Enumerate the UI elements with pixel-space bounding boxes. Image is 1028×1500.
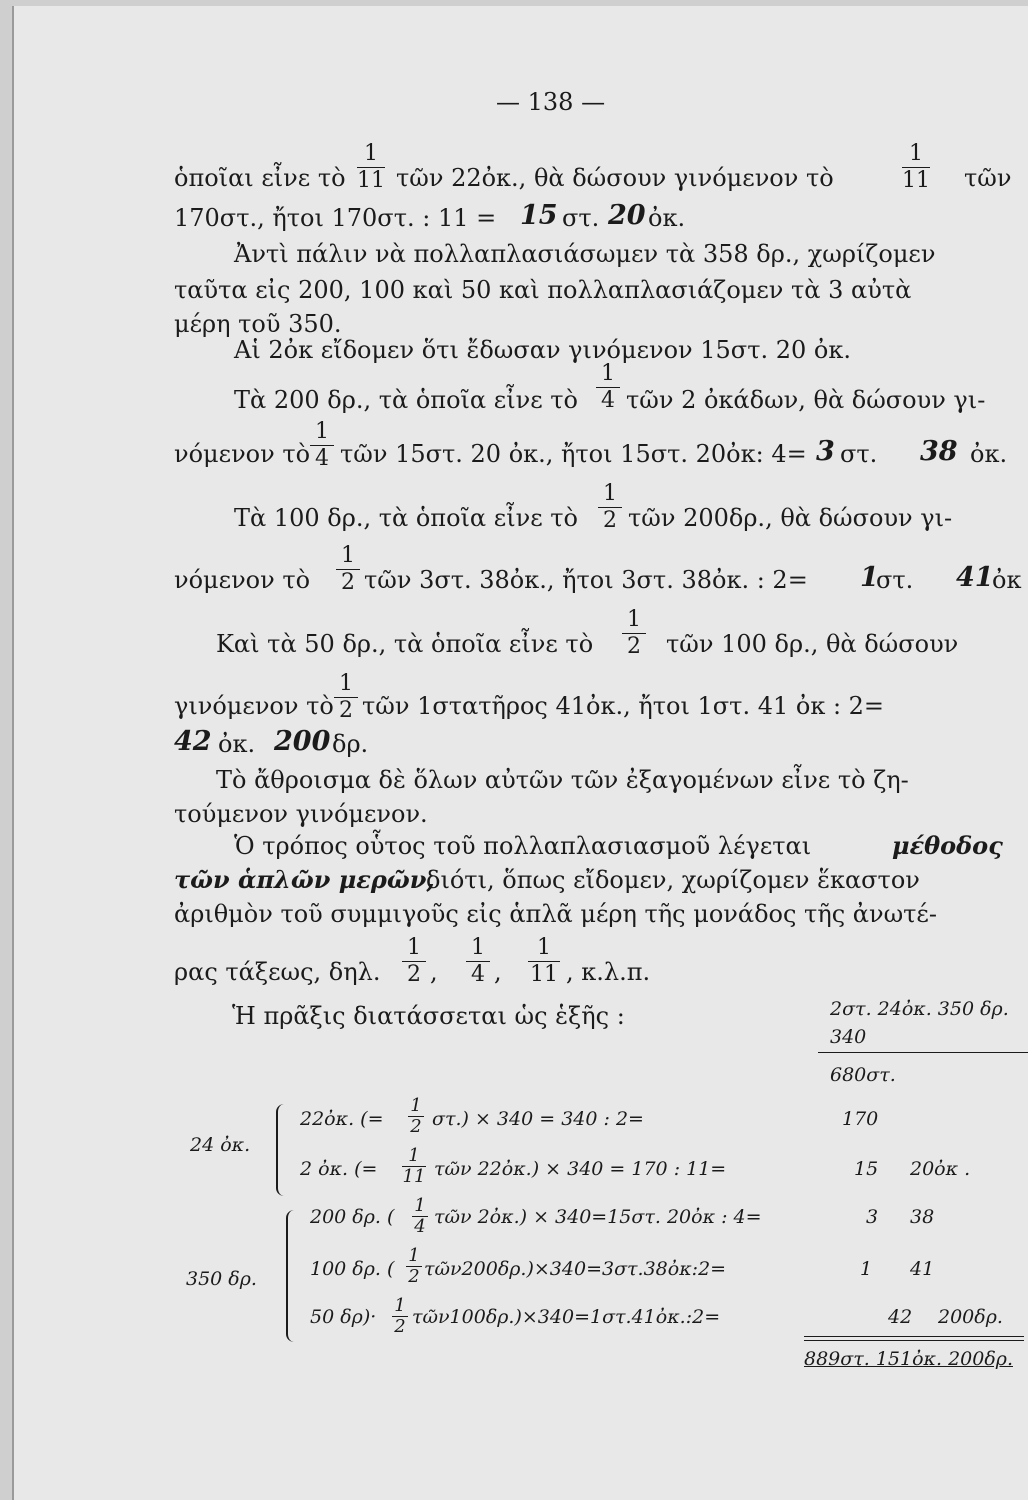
result-value: 1 bbox=[860, 562, 879, 593]
text-line: , bbox=[430, 958, 438, 986]
text-line: τῶν 1στατῆρος 41ὀκ., ἤτοι 1στ. 41 ὀκ : 2= bbox=[362, 692, 885, 720]
operation-row: 200 δρ. ( bbox=[310, 1206, 395, 1228]
group-label: 24 ὀκ. bbox=[190, 1134, 251, 1156]
text-line: Καὶ τὰ 50 δρ., τὰ ὁποῖα εἶνε τὸ bbox=[216, 630, 594, 658]
grand-total: 889στ. 151ὀκ. 200δρ. bbox=[804, 1348, 1013, 1370]
operation-row: 100 δρ. ( bbox=[310, 1258, 395, 1280]
row-result: 170 bbox=[842, 1108, 879, 1130]
result-value: 38 bbox=[920, 436, 958, 467]
text-line: γινόμενον τὸ bbox=[174, 692, 334, 720]
book-page bbox=[12, 6, 1028, 1500]
page-number: — 138 — bbox=[496, 88, 606, 116]
text-line: Τὸ ἄθροισμα δὲ ὅλων αὐτῶν τῶν ἐξαγομένων εἶνε τὸ ζη- bbox=[216, 766, 909, 794]
result-value: 42 bbox=[174, 726, 212, 757]
operation-row: τῶν100δρ.)×340=1στ.41ὀκ.:2= bbox=[412, 1306, 721, 1328]
fraction-1-2: 1 2 bbox=[406, 1246, 422, 1287]
fraction-1-2: 1 2 bbox=[334, 672, 358, 723]
operation-row: τῶν 22ὀκ.) × 340 = 170 : 11= bbox=[434, 1158, 727, 1180]
text-line: Τὰ 100 δρ., τὰ ὁποῖα εἶνε τὸ bbox=[234, 504, 578, 532]
multiplier: 340 bbox=[830, 1026, 867, 1048]
fraction-1-11: 1 11 bbox=[402, 1145, 426, 1187]
text-line: διότι, ὅπως εἴδομεν, χωρίζομεν ἕκαστον bbox=[426, 866, 920, 894]
result-value: 3 bbox=[816, 436, 835, 467]
rule-line bbox=[804, 1336, 1024, 1337]
row-result: 42 bbox=[888, 1306, 913, 1328]
group-label: 350 δρ. bbox=[186, 1268, 257, 1290]
operation-row: 2 ὀκ. (= bbox=[300, 1158, 378, 1180]
rule-line bbox=[818, 1052, 1028, 1053]
text-line: τῶν 15στ. 20 ὀκ., ἤτοι 15στ. 20ὀκ: 4= bbox=[340, 440, 807, 468]
fraction-1-2: 1 2 bbox=[598, 482, 622, 533]
fraction-1-2: 1 2 bbox=[336, 544, 360, 595]
text-line: ὀκ. bbox=[970, 440, 1008, 468]
text-line: ὀκ. bbox=[218, 730, 256, 758]
multiplicand: 2στ. 24ὀκ. 350 δρ. bbox=[830, 998, 1009, 1020]
rule-line bbox=[804, 1340, 1024, 1341]
result-value: 15 bbox=[520, 200, 558, 231]
text-line: Τὰ 200 δρ., τὰ ὁποῖα εἶνε τὸ bbox=[234, 386, 578, 414]
result-value: 200 bbox=[274, 726, 331, 757]
text-line: μέρη τοῦ 350. bbox=[174, 310, 342, 338]
text-line: τῶν 100 δρ., θὰ δώσουν bbox=[666, 630, 959, 658]
row-result: 41 bbox=[910, 1258, 935, 1280]
result-value: 41 bbox=[956, 562, 994, 593]
operation-row: στ.) × 340 = 340 : 2= bbox=[432, 1108, 644, 1130]
row-result: 15 bbox=[854, 1158, 879, 1180]
text-line: Ἡ πρᾶξις διατάσσεται ὡς ἑξῆς : bbox=[232, 1002, 625, 1030]
fraction-1-4: 1 4 bbox=[596, 362, 620, 413]
text-line: , κ.λ.π. bbox=[566, 958, 651, 986]
text-line: ρας τάξεως, δηλ. bbox=[174, 958, 381, 986]
row-result: 20ὀκ . bbox=[910, 1158, 971, 1180]
text-line: τούμενον γινόμενον. bbox=[174, 800, 428, 828]
fraction-1-11: 1 11 bbox=[530, 935, 558, 987]
fraction-1-11: 1 11 bbox=[357, 141, 385, 193]
text-line: Αἱ 2ὀκ εἴδομεν ὅτι ἔδωσαν γινόμενον 15στ. 20 ὀκ. bbox=[234, 336, 851, 364]
text-line: τῶν 200δρ., θὰ δώσουν γι- bbox=[628, 504, 953, 532]
emphasis-text: τῶν ἁπλῶν μερῶν, bbox=[174, 865, 435, 894]
text-line: ὀκ bbox=[992, 566, 1022, 594]
text-line: ὁποῖαι εἶνε τὸ bbox=[174, 164, 346, 192]
text-line: νόμενον τὸ bbox=[174, 440, 311, 468]
fraction-1-2: 1 2 bbox=[408, 1096, 424, 1137]
text-line: τῶν 22ὀκ., θὰ δώσουν γινόμενον τὸ bbox=[396, 164, 834, 192]
text-line: νόμενον τὸ bbox=[174, 566, 311, 594]
text-line: ταῦτα εἰς 200, 100 καὶ 50 καὶ πολλαπλασιάζομεν τὰ 3 αὐτὰ bbox=[174, 276, 912, 304]
fraction-1-11: 1 11 bbox=[902, 141, 930, 193]
text-line: τῶν 3στ. 38ὀκ., ἤτοι 3στ. 38ὀκ. : 2= bbox=[364, 566, 808, 594]
fraction-1-2: 1 2 bbox=[622, 608, 646, 659]
text-line: τῶν 2 ὀκάδων, θὰ δώσουν γι- bbox=[626, 386, 986, 414]
text-line: στ. bbox=[562, 204, 600, 232]
fraction-1-4: 1 4 bbox=[310, 420, 334, 471]
text-line: , bbox=[494, 958, 502, 986]
operation-row: 22ὀκ. (= bbox=[300, 1108, 384, 1130]
result-value: 20 bbox=[608, 200, 646, 231]
fraction-1-2: 1 2 bbox=[392, 1296, 408, 1337]
row-result: 200δρ. bbox=[938, 1306, 1003, 1328]
emphasis-text: μέθοδος bbox=[892, 831, 1003, 860]
text-line: Ἀντὶ πάλιν νὰ πολλαπλασιάσωμεν τὰ 358 δρ., χωρίζομεν bbox=[234, 240, 936, 268]
fraction-1-4: 1 4 bbox=[466, 936, 490, 987]
brace-icon bbox=[276, 1104, 288, 1196]
text-line: Ὁ τρόπος οὗτος τοῦ πολλαπλασιασμοῦ λέγεται bbox=[234, 832, 812, 860]
row-result: 38 bbox=[910, 1206, 935, 1228]
text-line: ὀκ. bbox=[648, 204, 686, 232]
text-line: τῶν bbox=[964, 164, 1012, 192]
text-line: 170στ., ἤτοι 170στ. : 11 = bbox=[174, 204, 497, 232]
row-result: 3 bbox=[866, 1206, 879, 1228]
operation-row: τῶν200δρ.)×340=3στ.38ὀκ:2= bbox=[424, 1258, 727, 1280]
brace-icon bbox=[286, 1210, 298, 1342]
operation-row: τῶν 2ὀκ.) × 340=15στ. 20ὀκ : 4= bbox=[434, 1206, 762, 1228]
row-result: 1 bbox=[860, 1258, 873, 1280]
fraction-1-4: 1 4 bbox=[412, 1196, 428, 1237]
operation-row: 50 δρ)· bbox=[310, 1306, 377, 1328]
fraction-1-2: 1 2 bbox=[402, 936, 426, 987]
text-line: δρ. bbox=[332, 730, 369, 758]
text-line: στ. bbox=[876, 566, 914, 594]
text-line: στ. bbox=[840, 440, 878, 468]
text-line: ἀριθμὸν τοῦ συμμιγοῦς εἰς ἁπλᾶ μέρη τῆς μονάδος τῆς ἀνωτέ- bbox=[174, 900, 937, 928]
partial-product: 680στ. bbox=[830, 1064, 896, 1086]
